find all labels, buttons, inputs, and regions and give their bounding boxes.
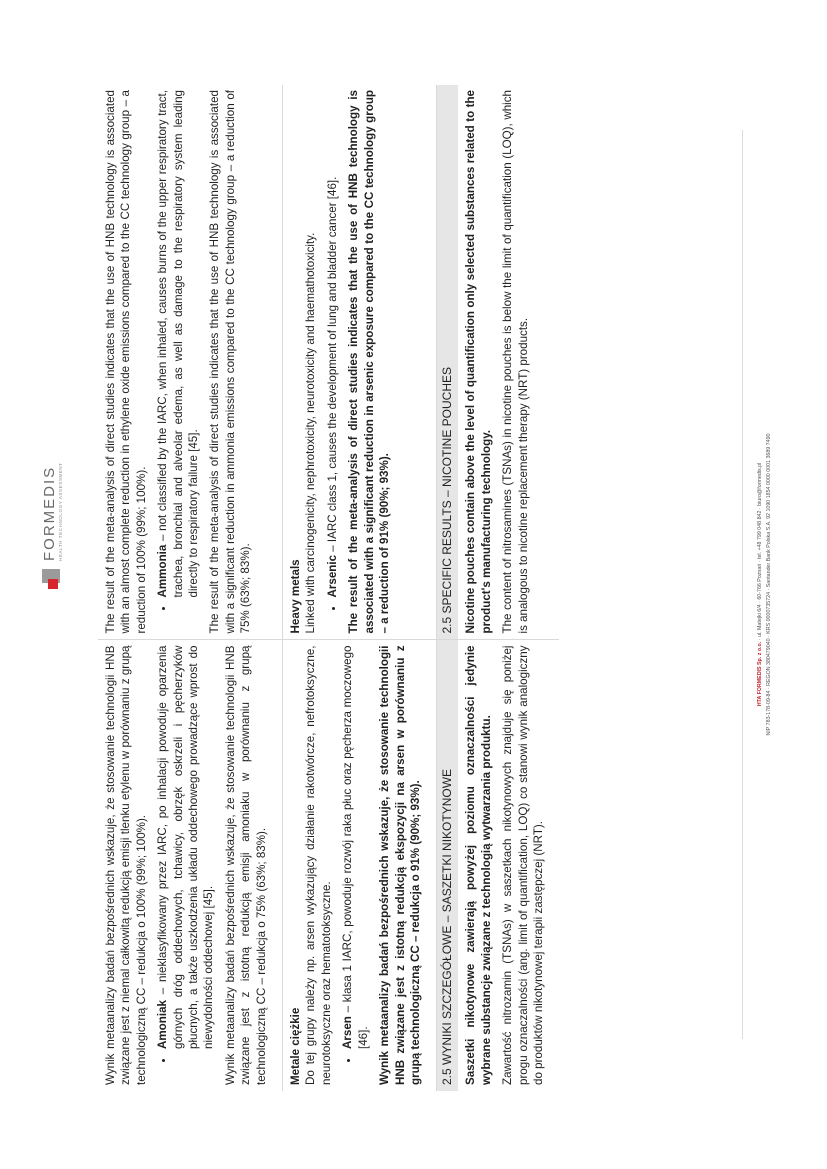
page-header bbox=[42, 462, 64, 589]
en-bullet-list bbox=[325, 90, 340, 634]
footer-line-1 bbox=[756, 0, 765, 1169]
footer-address: · ul. Matejki 6/4 · 60-766 Poznań · tel. +48 799 048 842 · biuro@formedis.pl bbox=[757, 462, 763, 642]
en-heading: Heavy metals bbox=[289, 559, 303, 634]
list-item bbox=[340, 646, 371, 1050]
bullet-text: – klasa 1 IARC, powoduje rozwój raka płuc oraz pęcherza moczowego [46]. bbox=[341, 645, 370, 1049]
bullet-text: – not classified by the IARC, when inhaled, causes burns of the upper respiratory tract, trachea, bronchial and alveolar edema, as well as damage to the respiratory system leading directly to respiratory failure [45]. bbox=[156, 90, 201, 598]
en-cell bbox=[98, 85, 283, 640]
en-paragraph: The result of the meta-analysis of direct studies indicates that the use of HNB technology is associated with a significant reduction in ammonia emissions compared to the CC technology group – a reduction of 75% (63%; 83%). bbox=[208, 90, 253, 634]
bullet-term: Ammonia bbox=[156, 544, 170, 598]
section-header-row bbox=[437, 85, 459, 1091]
pl-paragraph: Wynik metaanalizy badań bezpośrednich wskazuje, że stosowanie technologii HNB związane jest z istotną redukcją emisji amoniaku w porównaniu z grupą technologiczną CC – redukcja o 75% (63%; 83%). bbox=[223, 645, 268, 1085]
table-row bbox=[98, 85, 283, 1091]
logo-tagline: HEALTH TECHNOLOGY ASSESSMENT bbox=[58, 462, 64, 561]
pl-paragraph: Saszetki nikotynowe zawierają powyżej poziomu oznaczalności jedynie wybrane substancje związane z technologią wytwarzania produktu. bbox=[464, 645, 493, 1085]
pl-cell bbox=[98, 640, 283, 1091]
list-item bbox=[325, 90, 340, 598]
en-paragraph: Linked with carcinogenicity, nephrotoxicity, neurotoxicity and haemathotoxicity. bbox=[304, 232, 318, 634]
list-item bbox=[155, 90, 201, 598]
pl-cell bbox=[283, 640, 437, 1091]
table-row bbox=[458, 85, 559, 1091]
en-cell bbox=[458, 85, 559, 640]
bullet-term: Amoniak bbox=[156, 1000, 170, 1049]
list-item bbox=[155, 646, 217, 1050]
logo-name: FORMEDIS bbox=[41, 465, 59, 561]
footer-divider bbox=[742, 130, 743, 1039]
pl-paragraph: Do tej grupy należy np. arsen wykazujący działanie rakotwórcze, nefrotoksyczne, neurotoksyczne oraz hematotoksyczne. bbox=[304, 645, 333, 1085]
pl-heading: Metale ciężkie bbox=[289, 1007, 303, 1085]
pl-paragraph: Zawartość nitrozamin (TSNAs) w saszetkach nikotynowych znajduje się poniżej progu oznaczalności (ang. limit of quantification, LOQ) co stanowi wynik analogiczny do produktów nikotynowej terapii zastępczej (NRT). bbox=[501, 645, 545, 1085]
en-section-title: 2.5 SPECIFIC RESULTS – NICOTINE POUCHES bbox=[437, 85, 459, 640]
footer-company: HTA FORMEDIS Sp. z o.o. bbox=[757, 641, 763, 707]
pl-paragraph: Wynik metaanalizy badań bezpośrednich wskazuje, że stosowanie technologii HNB związane jest z istotną redukcją ekspozycji na arsen w porównaniu z grupą technologiczną CC – redukcja o 91% (90%; 93%). bbox=[378, 645, 422, 1085]
bullet-text: – nieklasyfikowany przez IARC, po inhalacji powoduje oparzenia górnych dróg oddechowych, tchawicy, obrzęk oskrzeli i pęcherzyków płucnych, a także uszkodzenia układu oddechowego prowadzące wprost do niewydolności oddechowej [45]. bbox=[156, 645, 216, 1049]
table-row bbox=[283, 85, 437, 1091]
bullet-text: – IARC class 1, causes the development of lung and bladder cancer [46]. bbox=[325, 176, 339, 555]
pl-cell bbox=[458, 640, 559, 1091]
pl-bullet-list bbox=[155, 646, 217, 1086]
bullet-term: Arsen bbox=[341, 1016, 355, 1049]
en-bullet-list bbox=[155, 90, 201, 634]
en-paragraph: The result of the meta-analysis of direct studies indicates that the use of HNB technology is associated with a significant reduction in arsenic exposure compared to the CC technology group – a reduction of 91% (90%; 93%). bbox=[347, 90, 392, 634]
pl-section-title: 2.5 WYNIKI SZCZEGÓŁOWE – SASZETKI NIKOTYNOWE bbox=[437, 640, 459, 1091]
footer-line-2: NIP 783-178-09-84 · REGON 380479040 · KRS 0000735724 · Santander Bank Polska S.A. 92 1090 1854 0000 0001 3689 7490 bbox=[766, 433, 772, 736]
bullet-term: Arsenic bbox=[325, 554, 339, 598]
formedis-logo-icon bbox=[42, 567, 64, 589]
logo-text bbox=[42, 462, 64, 561]
en-paragraph: The content of nitrosamines (TSNAs) in nicotine pouches is below the limit of quantification (LOQ), which is analogous to nicotine replacement therapy (NRT) products. bbox=[501, 90, 530, 634]
pl-paragraph: Wynik metaanalizy badań bezpośrednich wskazuje, że stosowanie technologii HNB związane jest z niemal całkowitą redukcją emisji tlenku etylenu w porównaniu z grupą technologiczną CC – redukcja o 100% (99%; 100%). bbox=[104, 645, 148, 1085]
page-footer bbox=[756, 0, 774, 1169]
en-paragraph: The result of the meta-analysis of direct studies indicates that the use of HNB technology is associated with an almost complete reduction in ethylene oxide emissions compared to the CC technology group – a reduction of 100% (99%; 100%). bbox=[104, 90, 148, 634]
en-paragraph: Nicotine pouches contain above the level of quantification only selected substances related to the product's manufacturing technology. bbox=[464, 90, 493, 634]
en-cell bbox=[283, 85, 437, 640]
bilingual-table bbox=[98, 85, 559, 1091]
pl-bullet-list bbox=[340, 646, 371, 1086]
